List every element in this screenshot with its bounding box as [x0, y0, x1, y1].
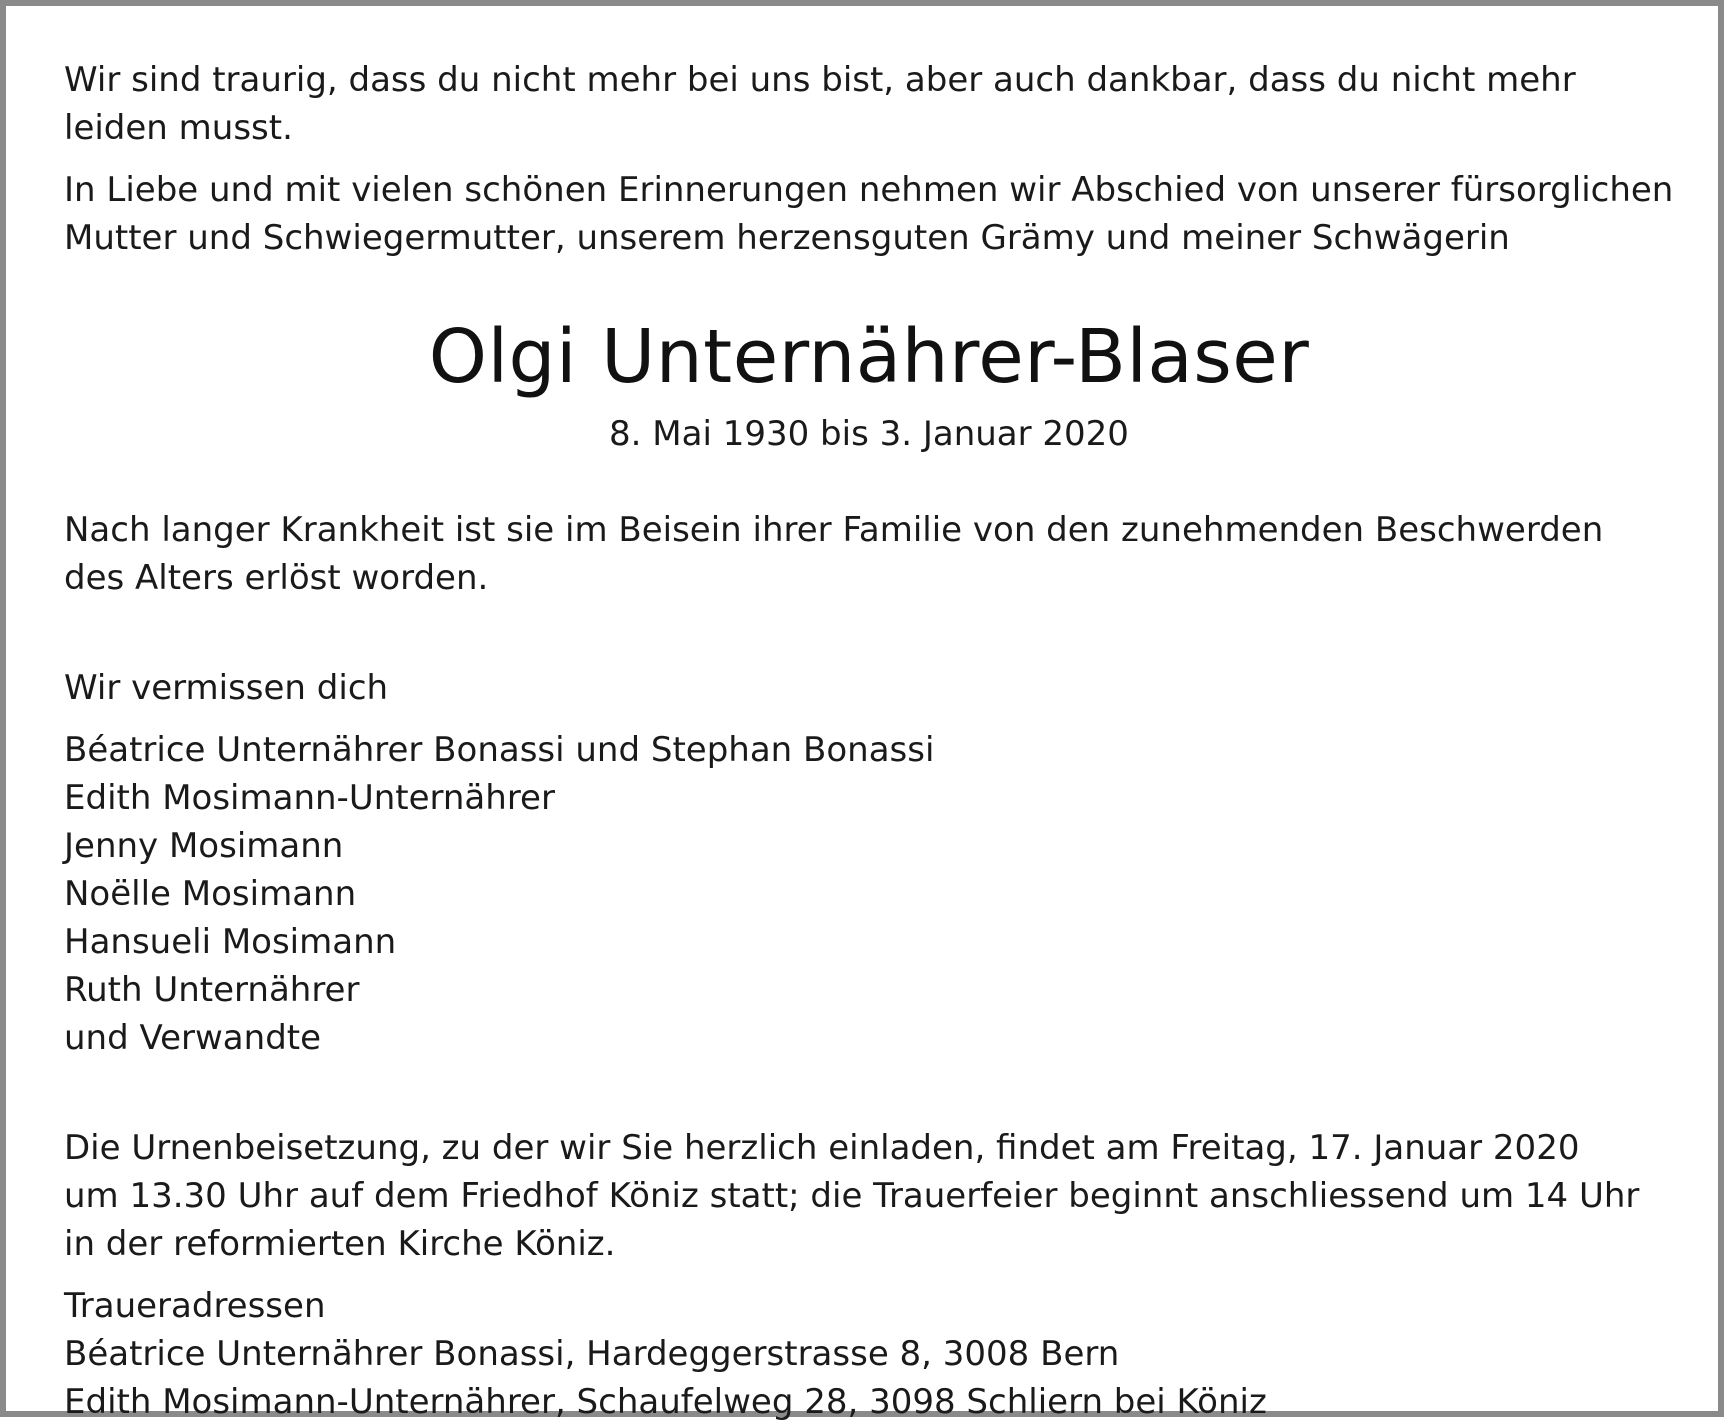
- intro-line: In Liebe und mit vielen schönen Erinnerungen nehmen wir Abschied von unserer fürsorglichen: [64, 170, 1674, 210]
- message-line: des Alters erlöst worden.: [64, 558, 489, 598]
- deceased-name: Olgi Unternährer-Blaser: [428, 314, 1310, 400]
- intro-paragraph-1: [64, 56, 1674, 152]
- ceremony-line: um 13.30 Uhr auf dem Friedhof Köniz statt; die Trauerfeier beginnt anschliessend um 14 Uhr: [64, 1176, 1640, 1216]
- message-paragraph: [64, 506, 1674, 602]
- intro-line: leiden musst.: [64, 108, 293, 148]
- life-dates: 8. Mai 1930 bis 3. Januar 2020: [609, 414, 1129, 454]
- mourner-name: und Verwandte: [64, 1018, 322, 1058]
- addresses-heading: Traueradressen: [64, 1286, 326, 1326]
- obituary-content: [64, 56, 1674, 1426]
- ceremony-line: Die Urnenbeisetzung, zu der wir Sie herzlich einladen, findet am Freitag, 17. Januar 2020: [64, 1128, 1580, 1168]
- mourner-name: Edith Mosimann-Unternährer: [64, 778, 555, 818]
- intro-paragraph-2: [64, 166, 1674, 262]
- ceremony-line: in der reformierten Kirche Köniz.: [64, 1224, 616, 1264]
- mourner-name: Jenny Mosimann: [64, 826, 344, 866]
- intro-line: Mutter und Schwiegermutter, unserem herzensguten Grämy und meiner Schwägerin: [64, 218, 1510, 258]
- message-line: Nach langer Krankheit ist sie im Beisein ihrer Familie von den zunehmenden Beschwerden: [64, 510, 1604, 550]
- mourner-name: Béatrice Unternährer Bonassi und Stephan Bonassi: [64, 730, 935, 770]
- mourners-heading: Wir vermissen dich: [64, 668, 389, 708]
- mourner-name: Hansueli Mosimann: [64, 922, 397, 962]
- intro-line: Wir sind traurig, dass du nicht mehr bei uns bist, aber auch dankbar, dass du nicht mehr: [64, 60, 1576, 100]
- address-line: Béatrice Unternährer Bonassi, Hardeggerstrasse 8, 3008 Bern: [64, 1334, 1120, 1374]
- mourner-name: Noëlle Mosimann: [64, 874, 357, 914]
- address-line: Edith Mosimann-Unternährer, Schaufelweg 28, 3098 Schliern bei Köniz: [64, 1382, 1267, 1422]
- mourners-list: [64, 726, 1674, 1062]
- ceremony-paragraph: [64, 1124, 1674, 1268]
- mourner-name: Ruth Unternährer: [64, 970, 360, 1010]
- addresses-block: [64, 1282, 1674, 1426]
